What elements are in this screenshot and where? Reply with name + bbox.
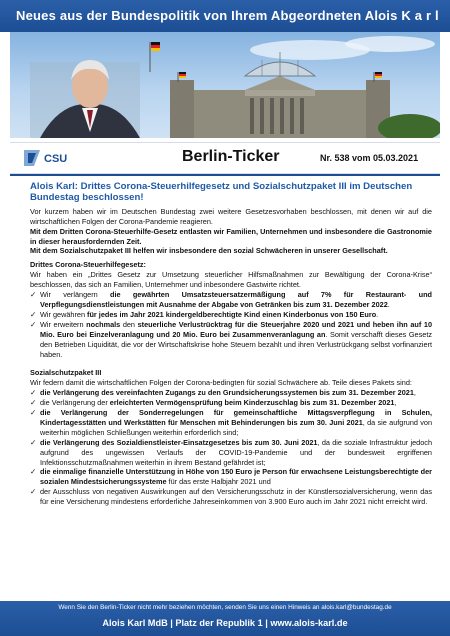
checkmark-icon: ✓	[30, 408, 37, 418]
csu-logo	[22, 147, 80, 169]
checkmark-icon: ✓	[30, 388, 37, 398]
footer-bar	[0, 601, 450, 636]
checkmark-icon: ✓	[30, 437, 37, 447]
section1-text: Wir haben ein „Drittes Gesetz zur Umsetzung steuerlicher Hilfsmaßnahmen zur Bewältigung der Corona-Krise“ beschlossen, das sich an Familien, Unternehmer und inbesondere Gastwirte richtet.	[30, 270, 432, 290]
list-item: ✓ Wir verlängern die gewährten Umsatzsteuersatzermäßigung auf 7% für Restaurant- und Verpflegungsdienstleistungen mit Ausnahme der Abgabe von Getränken bis zum 31. Dezember 2022.	[30, 290, 432, 309]
header-bar	[0, 0, 450, 32]
list-item: ✓ die Verlängerung des vereinfachten Zugangs zu den Grundsicherungssystemen bis zum 31. Dezember 2021,	[30, 388, 416, 398]
checkmark-icon: ✓	[30, 290, 37, 300]
list-item: ✓ die Verlängerung der erleichterten Vermögensprüfung beim Kinderzuschlag bis zum 31. Dezember 2021,	[30, 398, 397, 408]
section1-list	[30, 290, 432, 359]
section2-list	[30, 388, 432, 507]
intro-text: Vor kurzem haben wir im Deutschen Bundestag zwei weitere Gesetzesvorhaben beschlossen, mit denen wir auf die wirtschaftlichen Folgen der Corona-Pandemie reagieren.	[30, 206, 432, 226]
intro-bold-1: Mit dem Dritten Corona-Steuerhilfe-Gesetz entlasten wir Familien, Unternehmen und insbesondere die Gastronomie in dieser herausfordernden Zeit.	[30, 226, 432, 246]
ticker-title: Berlin-Ticker	[182, 148, 280, 165]
checkmark-icon: ✓	[30, 309, 37, 319]
header-title: Neues aus der Bundespolitik von Ihrem Abgeordneten Alois K a r l	[16, 8, 439, 23]
list-item: ✓ die Verlängerung des Sozialdienstleister-Einsatzgesetzes bis zum 30. Juni 2021, da die soziale Infrastruktur jedoch aufgrund des ungewissen Verlaufs der COVID-19-Pandemie und der bundesweit ergriffenen Infektionsschutzmaßnahmen weiterhin in ihrem Bestand gefährdet ist;	[30, 437, 432, 467]
footer-address: Alois Karl MdB | Platz der Republik 1 | www.alois-karl.de	[102, 618, 348, 628]
intro-bold-2: Mit dem Sozialschutzpaket III helfen wir insbesondere den sozial Schwächeren in unserer Gesellschaft.	[30, 246, 388, 256]
checkmark-icon: ✓	[30, 487, 37, 497]
list-item: ✓ Wir gewähren für jedes im Jahr 2021 kindergeldberechtigte Kind einen Kinderbonus von 150 Euro.	[30, 309, 379, 319]
list-item: ✓ die einmalige finanzielle Unterstützung in Höhe von 150 Euro je Person für erwachsene Leistungsberechtigte der sozialen Mindestsicherungssysteme für das erste Halbjahr 2021 und	[30, 467, 432, 487]
article-body	[10, 174, 440, 600]
article-headline: Alois Karl: Drittes Corona-Steuerhilfegesetz und Sozialschutzpaket III im Deutschen Bundestag beschlossen!	[30, 181, 413, 204]
list-item: ✓ Wir erweitern nochmals den steuerliche Verlustrücktrag für die Steuerjahre 2020 und 2021 und heben ihn auf 10 Mio. Euro bei Einzelveranlagung und 20 Mio. Euro bei Zusammenveranlagung an. Somit verschafft dieses Gesetz den Betrieben Liquidität, die vor der Wirtschaftskrise hohe Steuern bezahlt und ihren Verlustrückgang selbst vorfinanziert haben.	[30, 319, 432, 359]
section2-heading: Sozialschutzpaket III	[30, 368, 102, 378]
section2-text: Wir federn damit die wirtschaftlichen Folgen der Corona-bedingten für sozial Schwächere ab. Teile dieses Pakets sind:	[30, 378, 412, 388]
issue-number: Nr. 538 vom 05.03.2021	[320, 153, 419, 163]
checkmark-icon: ✓	[30, 398, 37, 408]
reichstag-photo	[10, 32, 440, 138]
ticker-bar	[10, 142, 440, 174]
checkmark-icon: ✓	[30, 319, 37, 329]
hero-photo	[10, 32, 440, 138]
list-item: ✓ die Verlängerung der Sonderregelungen für gemeinschaftliche Mittagsverpflegung in Schulen, Kindertagesstätten und Werkstätten für Menschen mit Behinderungen bis zum 30. Juni 2021, da sie aufgrund von weiterhin möglichen Schließungen weiterhin erforderlich sind;	[30, 408, 433, 437]
section1-heading: Drittes Corona-Steuerhilfegesetz:	[30, 260, 146, 270]
checkmark-icon: ✓	[30, 467, 37, 477]
unsubscribe-note: Wenn Sie den Berlin-Ticker nicht mehr beziehen möchten, senden Sie uns einen Hinweis an alois.karl@bundestag.de	[58, 604, 392, 611]
csu-logo-text: CSU	[44, 153, 68, 165]
list-item: ✓ der Ausschluss von negativen Auswirkungen auf den Versicherungsschutz in der Künstlersozialversicherung, wenn das für eine Versicherung mindestens erforderliche Jahreseinkommen von 3.900 Euro auch im Jahr 2021 nicht erreicht wird.	[30, 487, 432, 507]
